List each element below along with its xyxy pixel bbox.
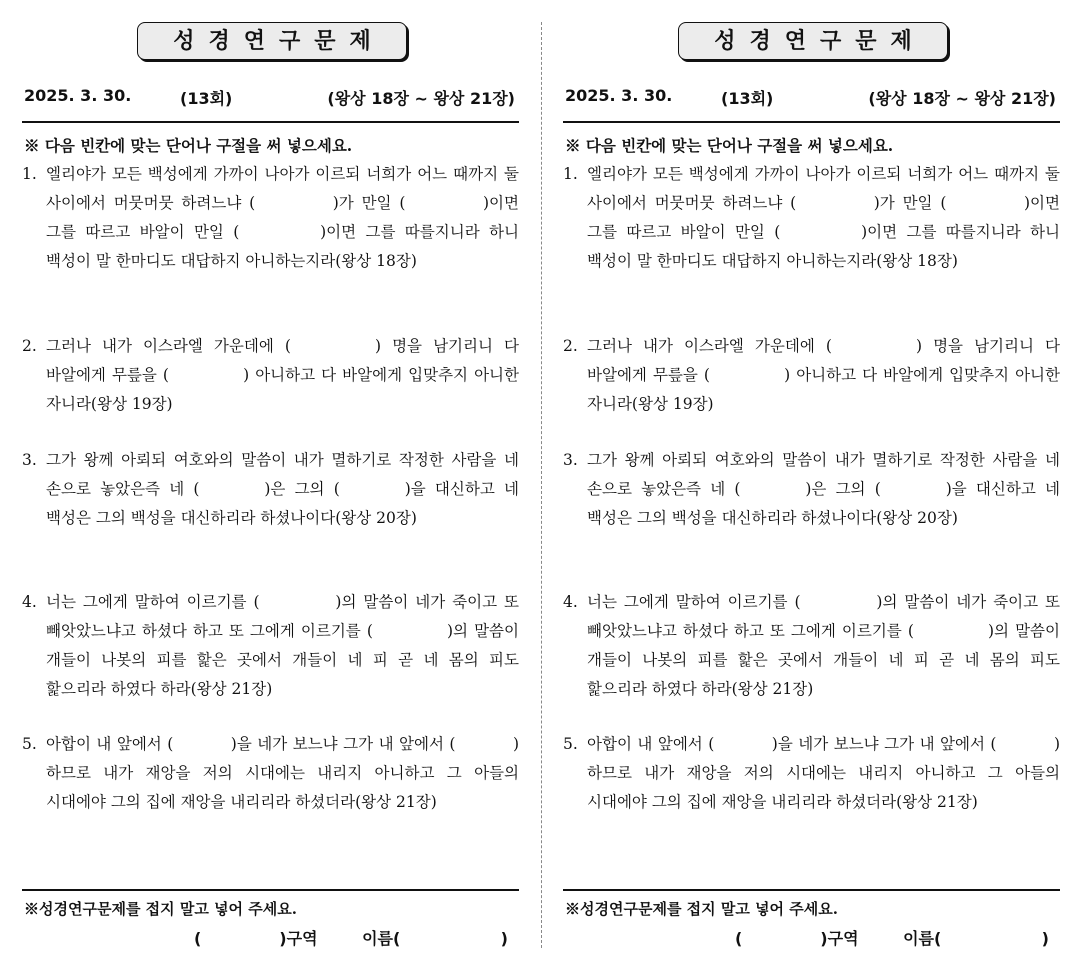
question-number: 5. bbox=[563, 735, 578, 753]
question-number: 5. bbox=[22, 735, 37, 753]
worksheet-title: 성경연구문제 bbox=[137, 22, 407, 60]
question-number: 1. bbox=[563, 165, 578, 183]
scripture-range: (왕상 18장 ~ 왕상 21장) bbox=[327, 89, 515, 108]
footer-note: ※성경연구문제를 접지 말고 넣어 주세요. bbox=[565, 900, 838, 918]
footer-note: ※성경연구문제를 접지 말고 넣어 주세요. bbox=[24, 900, 297, 918]
footer-rule bbox=[563, 889, 1060, 891]
page-divider bbox=[541, 22, 542, 948]
session-number: (13회) bbox=[180, 89, 233, 108]
question-number: 4. bbox=[563, 593, 578, 611]
question-text: 그러나 내가 이스라엘 가운데에 ( ) 명을 남기리니 다 바알에게 무릎을 ( ) 아니하고 다 바알에게 입맞추지 아니한 자니라(왕상 19장) bbox=[587, 337, 1060, 413]
question-2 bbox=[22, 332, 519, 419]
worksheet-left bbox=[22, 0, 519, 973]
scripture-range: (왕상 18장 ~ 왕상 21장) bbox=[868, 89, 1056, 108]
district-name-field[interactable]: ( )구역 이름( ) bbox=[194, 929, 508, 948]
header-rule bbox=[563, 121, 1060, 123]
question-2 bbox=[563, 332, 1060, 419]
question-number: 1. bbox=[22, 165, 37, 183]
worksheet-header bbox=[22, 86, 519, 110]
question-text: 엘리야가 모든 백성에게 가까이 나아가 이르되 너희가 어느 때까지 둘 사이에서 머뭇머뭇 하려느냐 ( )가 만일 ( )이면 그를 따르고 바알이 만일 ( )이면 그를 따를지니라 하니 백성이 말 한마디도 대답하지 아니하는지라(왕상 18장) bbox=[587, 165, 1060, 270]
exam-date: 2025. 3. 30. bbox=[24, 86, 132, 105]
instruction-text: ※ 다음 빈칸에 맞는 단어나 구절을 써 넣으세요. bbox=[24, 136, 353, 155]
question-text: 엘리야가 모든 백성에게 가까이 나아가 이르되 너희가 어느 때까지 둘 사이에서 머뭇머뭇 하려느냐 ( )가 만일 ( )이면 그를 따르고 바알이 만일 ( )이면 그를 따를지니라 하니 백성이 말 한마디도 대답하지 아니하는지라(왕상 18장) bbox=[46, 165, 519, 270]
question-5 bbox=[563, 730, 1060, 817]
question-text: 그러나 내가 이스라엘 가운데에 ( ) 명을 남기리니 다 바알에게 무릎을 ( ) 아니하고 다 바알에게 입맞추지 아니한 자니라(왕상 19장) bbox=[46, 337, 519, 413]
question-number: 2. bbox=[563, 337, 578, 355]
instruction-text: ※ 다음 빈칸에 맞는 단어나 구절을 써 넣으세요. bbox=[565, 136, 894, 155]
question-number: 2. bbox=[22, 337, 37, 355]
question-number: 3. bbox=[563, 451, 578, 469]
question-4 bbox=[563, 588, 1060, 704]
worksheet-title: 성경연구문제 bbox=[678, 22, 948, 60]
question-text: 아합이 내 앞에서 ( )을 네가 보느냐 그가 내 앞에서 ( )하므로 내가 재앙을 저의 시대에는 내리지 아니하고 그 아들의 시대에야 그의 집에 재앙을 내리리라 하셨더라(왕상 21장) bbox=[46, 735, 519, 811]
question-text: 아합이 내 앞에서 ( )을 네가 보느냐 그가 내 앞에서 ( )하므로 내가 재앙을 저의 시대에는 내리지 아니하고 그 아들의 시대에야 그의 집에 재앙을 내리리라 하셨더라(왕상 21장) bbox=[587, 735, 1060, 811]
footer-rule bbox=[22, 889, 519, 891]
question-5 bbox=[22, 730, 519, 817]
district-name-field[interactable]: ( )구역 이름( ) bbox=[735, 929, 1049, 948]
question-1 bbox=[22, 160, 519, 276]
question-text: 그가 왕께 아뢰되 여호와의 말씀이 내가 멸하기로 작정한 사람을 네 손으로 놓았은즉 네 ( )은 그의 ( )을 대신하고 네 백성은 그의 백성을 대신하리라 하셨나이다(왕상 20장) bbox=[46, 451, 519, 527]
question-3 bbox=[22, 446, 519, 533]
question-4 bbox=[22, 588, 519, 704]
worksheet-right bbox=[563, 0, 1060, 973]
question-text: 그가 왕께 아뢰되 여호와의 말씀이 내가 멸하기로 작정한 사람을 네 손으로 놓았은즉 네 ( )은 그의 ( )을 대신하고 네 백성은 그의 백성을 대신하리라 하셨나이다(왕상 20장) bbox=[587, 451, 1060, 527]
question-3 bbox=[563, 446, 1060, 533]
session-number: (13회) bbox=[721, 89, 774, 108]
question-text: 너는 그에게 말하여 이르기를 ( )의 말씀이 네가 죽이고 또 빼앗았느냐고 하셨다 하고 또 그에게 이르기를 ( )의 말씀이 개들이 나봇의 피를 핥은 곳에서 개들이 네 피 곧 네 몸의 피도 핥으리라 하였다 하라(왕상 21장) bbox=[587, 593, 1060, 698]
question-number: 3. bbox=[22, 451, 37, 469]
worksheet-header bbox=[563, 86, 1060, 110]
exam-date: 2025. 3. 30. bbox=[565, 86, 673, 105]
question-1 bbox=[563, 160, 1060, 276]
question-text: 너는 그에게 말하여 이르기를 ( )의 말씀이 네가 죽이고 또 빼앗았느냐고 하셨다 하고 또 그에게 이르기를 ( )의 말씀이 개들이 나봇의 피를 핥은 곳에서 개들이 네 피 곧 네 몸의 피도 핥으리라 하였다 하라(왕상 21장) bbox=[46, 593, 519, 698]
header-rule bbox=[22, 121, 519, 123]
question-number: 4. bbox=[22, 593, 37, 611]
